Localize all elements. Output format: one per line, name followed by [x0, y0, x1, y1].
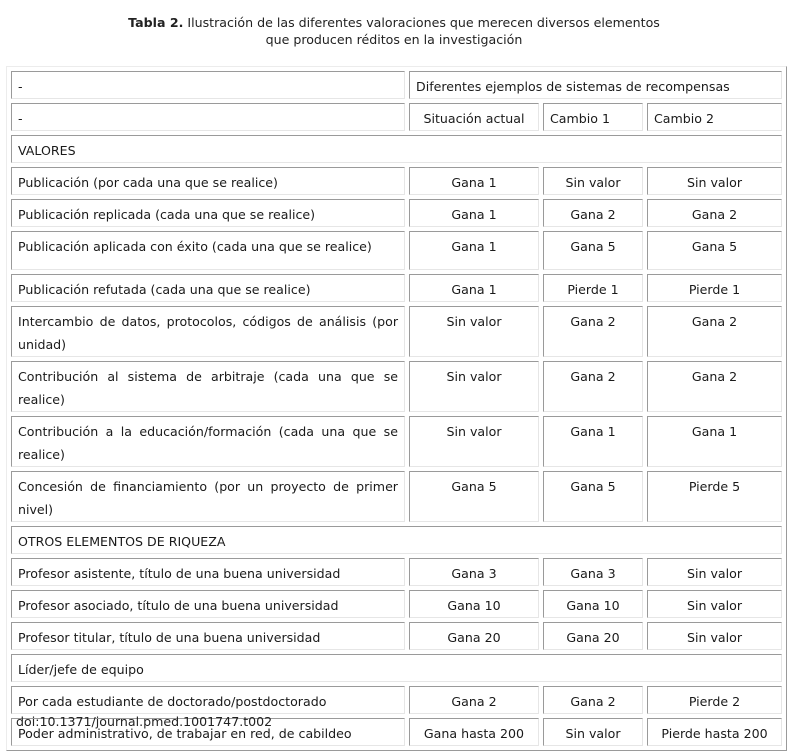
value-cambio-2: Gana 5	[647, 231, 782, 270]
table-row	[11, 686, 782, 714]
value-cambio-2: Sin valor	[647, 558, 782, 586]
value-situacion-actual: Gana 1	[409, 167, 539, 195]
value-cambio-2: Pierde 2	[647, 686, 782, 714]
table-row	[11, 306, 782, 357]
rewards-table	[6, 66, 787, 751]
row-label: Contribución al sistema de arbitraje (cada una que se realice)	[11, 361, 405, 412]
doi-link[interactable]: doi:10.1371/journal.pmed.1001747.t002	[16, 714, 273, 729]
value-situacion-actual: Sin valor	[409, 361, 539, 412]
row-label: Por cada estudiante de doctorado/postdoctorado	[11, 686, 405, 714]
caption-line-1	[0, 14, 788, 31]
caption-text-1: Ilustración de las diferentes valoraciones que merecen diversos elementos	[187, 15, 660, 30]
row-label: Concesión de financiamiento (por un proyecto de primer nivel)	[11, 471, 405, 522]
row-label: Publicación replicada (cada una que se realice)	[11, 199, 405, 227]
row-label: Poder administrativo, de trabajar en red, de cabildeo	[11, 718, 405, 746]
value-cambio-1: Gana 2	[543, 686, 643, 714]
table-row	[11, 199, 782, 227]
value-cambio-2: Sin valor	[647, 167, 782, 195]
table-row	[11, 622, 782, 650]
section-title-otros-elementos: OTROS ELEMENTOS DE RIQUEZA	[11, 526, 782, 554]
value-situacion-actual: Gana hasta 200	[409, 718, 539, 746]
table-row	[11, 558, 782, 586]
header-cambio-1: Cambio 1	[543, 103, 643, 131]
value-cambio-1: Gana 2	[543, 199, 643, 227]
table-row	[11, 416, 782, 467]
value-cambio-1: Gana 10	[543, 590, 643, 618]
value-situacion-actual: Sin valor	[409, 306, 539, 357]
section-row	[11, 135, 782, 163]
value-cambio-1: Gana 2	[543, 361, 643, 412]
row-label: Publicación (por cada una que se realice)	[11, 167, 405, 195]
value-cambio-2: Gana 2	[647, 199, 782, 227]
value-situacion-actual: Gana 5	[409, 471, 539, 522]
value-cambio-2: Pierde 1	[647, 274, 782, 302]
value-cambio-2: Pierde 5	[647, 471, 782, 522]
caption-label: Tabla 2.	[128, 15, 184, 30]
table-row	[11, 471, 782, 522]
section-title-lider: Líder/jefe de equipo	[11, 654, 782, 682]
table-row	[11, 167, 782, 195]
table-row	[11, 361, 782, 412]
table-row	[11, 274, 782, 302]
value-cambio-1: Gana 2	[543, 306, 643, 357]
value-cambio-1: Pierde 1	[543, 274, 643, 302]
value-cambio-2: Sin valor	[647, 590, 782, 618]
value-situacion-actual: Sin valor	[409, 416, 539, 467]
header-row-2	[11, 103, 782, 131]
header-row-1	[11, 71, 782, 99]
section-row	[11, 654, 782, 682]
value-cambio-1: Sin valor	[543, 167, 643, 195]
caption-line-2: que producen réditos en la investigación	[265, 32, 523, 47]
value-cambio-2: Pierde hasta 200	[647, 718, 782, 746]
header-span-cell: Diferentes ejemplos de sistemas de recompensas	[409, 71, 782, 99]
row-label: Contribución a la educación/formación (cada una que se realice)	[11, 416, 405, 467]
row-label: Intercambio de datos, protocolos, códigos de análisis (por unidad)	[11, 306, 405, 357]
table-row	[11, 231, 782, 270]
value-situacion-actual: Gana 1	[409, 231, 539, 270]
value-cambio-1: Gana 3	[543, 558, 643, 586]
section-title-valores: VALORES	[11, 135, 782, 163]
header-cambio-2: Cambio 2	[647, 103, 782, 131]
header-situacion-actual: Situación actual	[409, 103, 539, 131]
value-cambio-1: Gana 20	[543, 622, 643, 650]
value-situacion-actual: Gana 3	[409, 558, 539, 586]
value-cambio-2: Gana 2	[647, 361, 782, 412]
header-empty-cell: -	[11, 71, 405, 99]
value-cambio-1: Sin valor	[543, 718, 643, 746]
value-cambio-1: Gana 1	[543, 416, 643, 467]
table-caption	[0, 14, 788, 48]
row-label: Publicación refutada (cada una que se realice)	[11, 274, 405, 302]
value-cambio-1: Gana 5	[543, 231, 643, 270]
row-label: Profesor asociado, título de una buena universidad	[11, 590, 405, 618]
value-situacion-actual: Gana 2	[409, 686, 539, 714]
value-situacion-actual: Gana 10	[409, 590, 539, 618]
value-cambio-2: Sin valor	[647, 622, 782, 650]
value-situacion-actual: Gana 20	[409, 622, 539, 650]
value-cambio-1: Gana 5	[543, 471, 643, 522]
value-situacion-actual: Gana 1	[409, 199, 539, 227]
value-situacion-actual: Gana 1	[409, 274, 539, 302]
header-empty-cell: -	[11, 103, 405, 131]
section-row	[11, 526, 782, 554]
value-cambio-2: Gana 2	[647, 306, 782, 357]
table-row	[11, 590, 782, 618]
value-cambio-2: Gana 1	[647, 416, 782, 467]
row-label: Publicación aplicada con éxito (cada una que se realice)	[11, 231, 405, 270]
row-label: Profesor titular, título de una buena universidad	[11, 622, 405, 650]
row-label: Profesor asistente, título de una buena universidad	[11, 558, 405, 586]
